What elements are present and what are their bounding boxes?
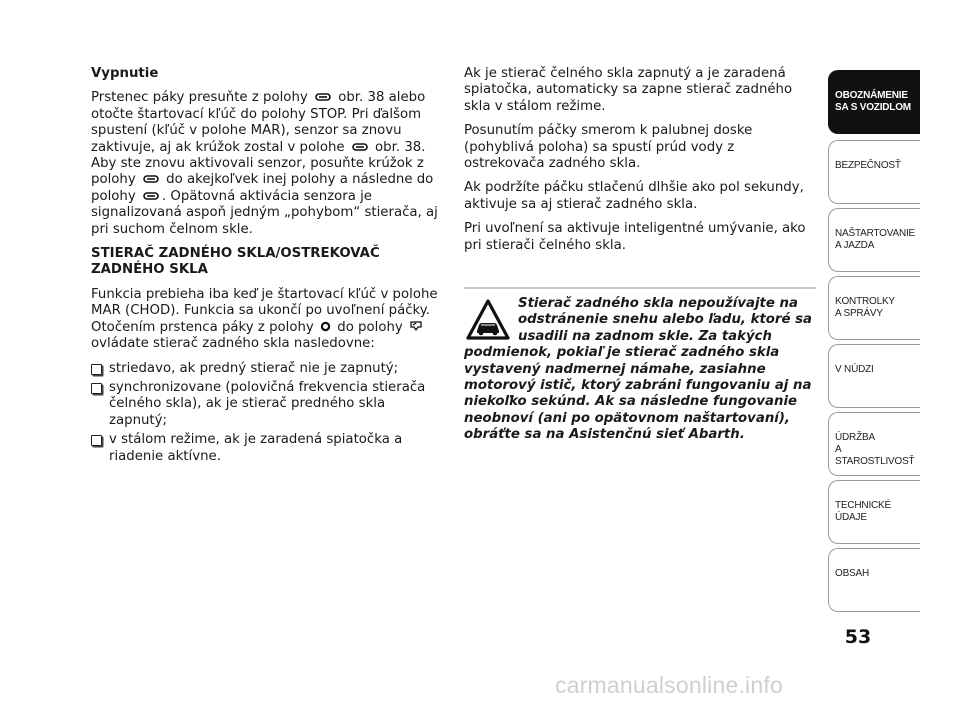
list-item — [91, 380, 443, 429]
paragraph-off — [91, 90, 443, 238]
list-item — [91, 432, 443, 465]
paragraph-rear-wiper — [91, 287, 443, 353]
text-run: do akejkoľvek inej polohy a následne do polohy — [91, 172, 434, 204]
checkbox-bullet-icon — [91, 435, 102, 446]
tab-technicke-udaje[interactable] — [828, 480, 920, 544]
warning-text — [464, 296, 820, 444]
section-heading-rear-wiper: STIERAČ ZADNÉHO SKLA/OSTREKOVAČ ZADNÉHO SKLA — [91, 246, 380, 278]
tab-nastartovanie[interactable] — [828, 208, 920, 272]
text-run: Prstenec páky presuňte z polohy — [91, 90, 308, 106]
warning-text-indented: Stierač zadného skla nepoužívajte na odstránenie snehu alebo ľadu, ktoré sa usadili na zadnom skle. Za takých — [518, 296, 813, 344]
auto-sensor-symbol-icon — [314, 92, 332, 102]
list-item-text: synchronizovane (polovičná frekvencia stierača čelného skla), ak je stierač predného skla zapnutý; — [109, 379, 426, 428]
right-column — [464, 66, 814, 262]
tab-obsah[interactable] — [828, 548, 920, 612]
tab-udrzba[interactable] — [828, 412, 920, 476]
text-run: . Opätovná aktivácia senzora je signalizovaná aspoň jedným „pohybom“ stierača, aj pri suchom čelnom skle. — [91, 188, 438, 237]
tab-oboznamenie[interactable] — [828, 70, 920, 134]
tab-label: V NÚDZI — [835, 364, 874, 375]
rear-wiper-mode-list — [91, 361, 443, 465]
tab-label: NAŠTARTOVANIE A JAZDA — [835, 228, 916, 251]
tab-label: BEZPEČNOSŤ — [835, 160, 901, 171]
tab-label: ÚDRŽBA A STAROSTLIVOSŤ — [835, 432, 915, 467]
checkbox-bullet-icon — [91, 383, 102, 394]
list-item-text: striedavo, ak predný stierač nie je zapnutý; — [109, 360, 399, 376]
paragraph-release: Pri uvoľnení sa aktivuje inteligentné umývanie, ako pri stierači čelného skla. — [464, 221, 806, 253]
text-run: Funkcia prebieha iba keď je štartovací kľúč v polohe MAR (CHOD). Funkcia sa ukončí po uvoľnení páčky. Otočením prstenca páky z polohy — [91, 286, 438, 335]
tab-label: OBSAH — [835, 568, 870, 579]
paragraph-washer: Posunutím páčky smerom k palubnej doske (pohyblivá poloha) sa spustí prúd vody z ostrekovača zadného skla. — [464, 123, 753, 172]
section-heading-off: Vypnutie — [91, 66, 159, 81]
warning-text-continued: podmienok, pokiaľ je stierač zadného skla vystavený nadmernej námahe, zasiahne motorový istič, ktorý zabráni fungovaniu aj na niekoľko sekúnd. Ak sa následne fungovanie neobnoví (ani po opätovnom naštartovaní), obráťte sa na Asistenčnú sieť Abarth. — [464, 345, 812, 443]
page-number: 53 — [844, 626, 872, 648]
warning-divider — [464, 287, 816, 289]
tab-kontrolky[interactable] — [828, 276, 920, 340]
list-item — [91, 361, 443, 377]
text-run: obr. 38. Aby ste znovu aktivovali senzor, posuňte krúžok z polohy — [91, 139, 426, 188]
tab-label: TECHNICKÉ ÚDAJE — [835, 500, 891, 523]
auto-sensor-symbol-icon — [351, 142, 369, 152]
paragraph-reverse: Ak je stierač čelného skla zapnutý a je zaradená spiatočka, automaticky sa zapne stierač zadného skla v stálom režime. — [464, 66, 793, 114]
text-run: obr. 38 alebo otočte štartovací kľúč do polohy STOP. Pri ďalšom spustení (kľúč v polohe MAR), senzor sa znovu zaktivuje, aj ak krúžok zostal v polohe — [91, 90, 426, 155]
auto-sensor-symbol-icon — [142, 191, 160, 201]
list-item-text: v stálom režime, ak je zaradená spiatočka a riadenie aktívne. — [109, 432, 403, 464]
auto-sensor-symbol-icon — [142, 174, 160, 184]
off-position-o-icon — [320, 321, 331, 332]
tab-label: KONTROLKY A SPRÁVY — [835, 296, 895, 319]
tab-v-nudzi[interactable] — [828, 344, 920, 408]
paragraph-hold: Ak podržíte páčku stlačenú dlhšie ako pol sekundy, aktivuje sa aj stierač zadného skla. — [464, 180, 804, 212]
left-column — [91, 66, 443, 468]
tab-bezpecnost[interactable] — [828, 140, 920, 204]
text-run: do polohy — [337, 319, 403, 335]
rear-wiper-symbol-icon — [409, 320, 423, 332]
text-run: ovládate stierač zadného skla nasledovne: — [91, 336, 375, 352]
watermark: carmanualsonline.info — [555, 672, 783, 698]
tab-label: OBOZNÁMENIE SA S VOZIDLOM — [835, 90, 911, 113]
checkbox-bullet-icon — [91, 364, 102, 375]
